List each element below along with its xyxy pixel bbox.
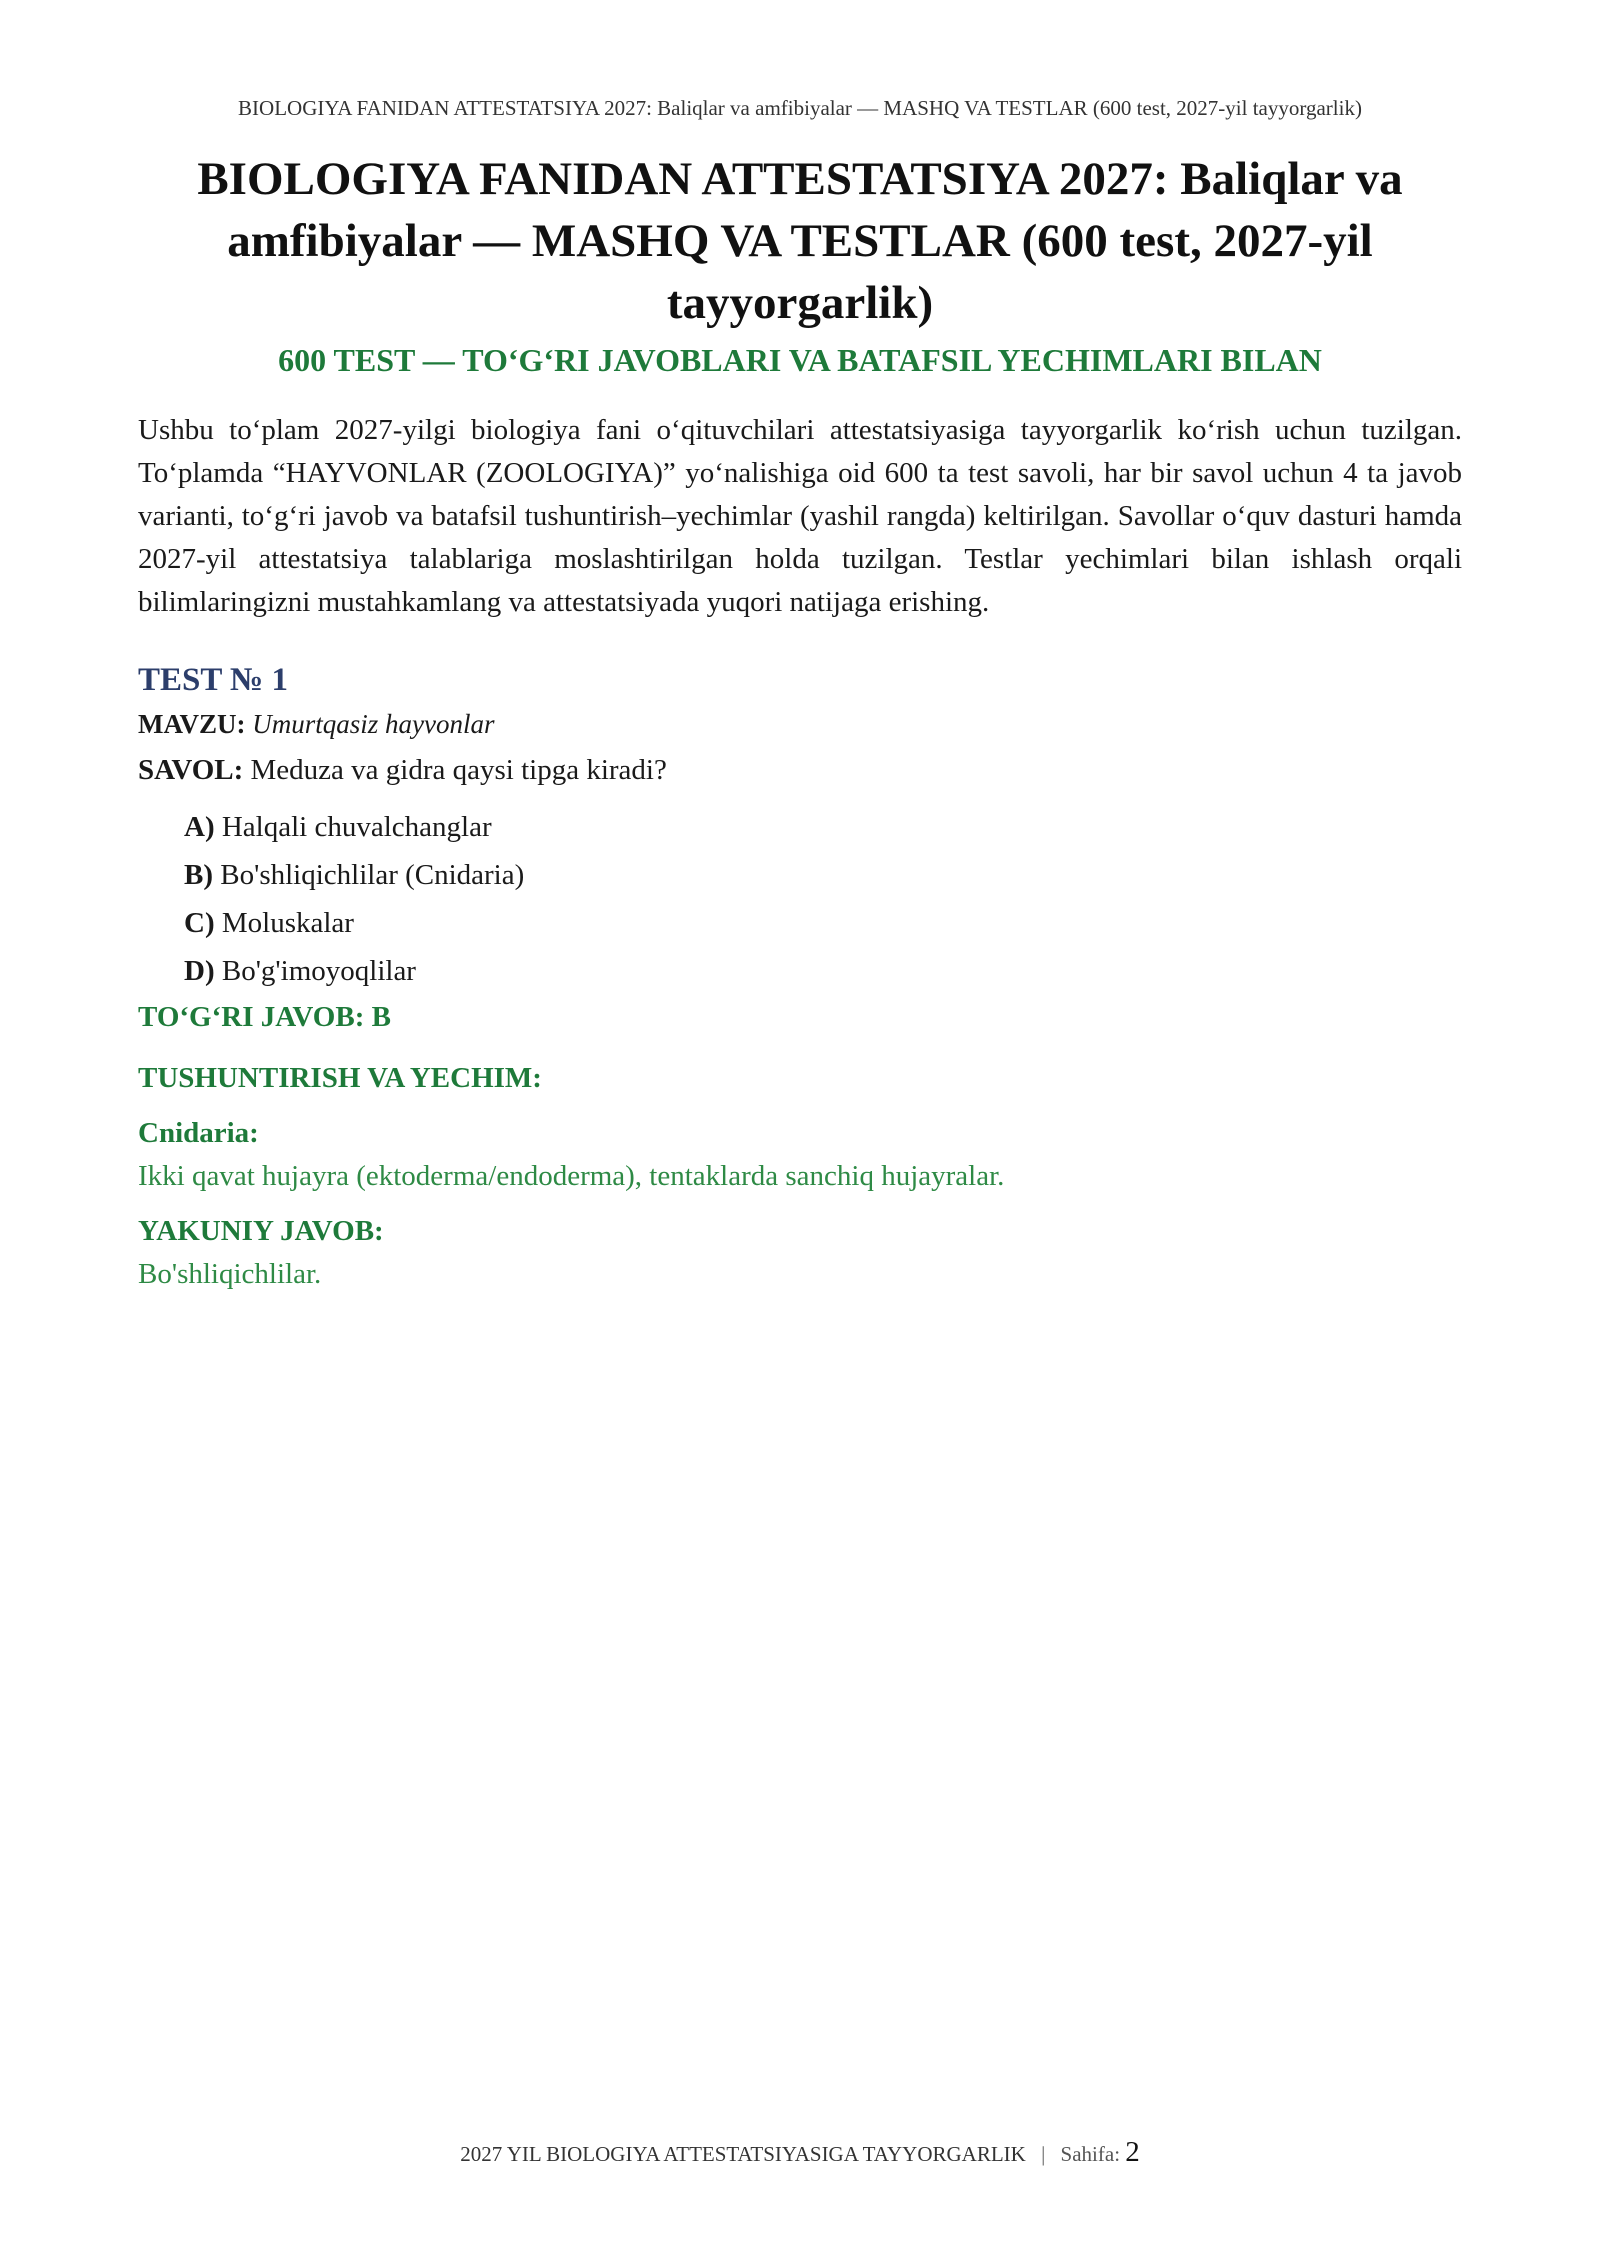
document-title: BIOLOGIYA FANIDAN ATTESTATSIYA 2027: Baliqlar va amfibiyalar — MASHQ VA TESTLAR (600 test, 2027-yil tayyorgarlik) [197,153,1403,329]
explanation-heading: TUSHUNTIRISH VA YECHIM: [138,1062,542,1094]
correct-answer: TO‘G‘RI JAVOB: B [138,1001,391,1033]
topic-label: MAVZU: [138,709,246,739]
option-text: Moluskalar [221,907,354,939]
option-letter: A) [184,811,215,843]
footer-separator: | [1041,2142,1046,2166]
option-letter: D) [184,955,215,987]
option-a [184,803,1462,851]
option-d [184,947,1462,995]
page-number: 2 [1125,2136,1140,2168]
question-text: Meduza va gidra qaysi tipga kiradi? [250,754,667,786]
explanation-subheading: Cnidaria: [138,1117,259,1149]
question-line [138,754,1462,787]
final-answer-heading: YAKUNIY JAVOB: [138,1215,384,1247]
document-subtitle: 600 TEST — TO‘G‘RI JAVOBLARI VA BATAFSIL YECHIMLARI BILAN [278,342,1322,378]
option-text: Bo'shliqichlilar (Cnidaria) [220,859,525,891]
test-heading: TEST № 1 [138,662,288,698]
final-answer-text: Bo'shliqichlilar. [138,1258,322,1290]
option-letter: B) [184,859,213,891]
option-text: Bo'g'imoyoqlilar [221,955,416,987]
question-label: SAVOL: [138,754,244,786]
option-c [184,899,1462,947]
option-letter: C) [184,907,215,939]
page-label: Sahifa: [1060,2142,1121,2166]
topic-value: Umurtqasiz hayvonlar [252,709,495,739]
option-text: Halqali chuvalchanglar [221,811,492,843]
answer-options [138,803,1462,995]
running-footer [0,2136,1600,2169]
intro-paragraph: Ushbu to‘plam 2027-yilgi biologiya fani o‘qituvchilari attestatsiyasiga tayyorgarlik ko‘rish uchun tuzilgan. To‘plamda “HAYVONLAR (ZOOLOGIYA)” yo‘nalishiga oid 600 ta test savoli, har bir savol uchun 4 ta javob varianti, to‘g‘ri javob va batafsil tushuntirish–yechimlar (yashil rangda) keltirilgan. Savollar o‘quv dasturi hamda 2027-yil attestatsiya talablariga moslashtirilgan holda tuzilgan. Testlar yechimlari bilan ishlash orqali bilimlaringizni mustahkamlang va attestatsiyada yuqori natijaga erishing. [138,414,1462,618]
running-header: BIOLOGIYA FANIDAN ATTESTATSIYA 2027: Baliqlar va amfibiyalar — MASHQ VA TESTLAR (600 test, 2027-yil tayyorgarlik) [238,96,1362,120]
footer-text: 2027 YIL BIOLOGIYA ATTESTATSIYASIGA TAYYORGARLIK [460,2142,1026,2166]
topic-line [138,709,1462,740]
option-b [184,851,1462,899]
explanation-text: Ikki qavat hujayra (ektoderma/endoderma), tentaklarda sanchiq hujayralar. [138,1160,1005,1192]
